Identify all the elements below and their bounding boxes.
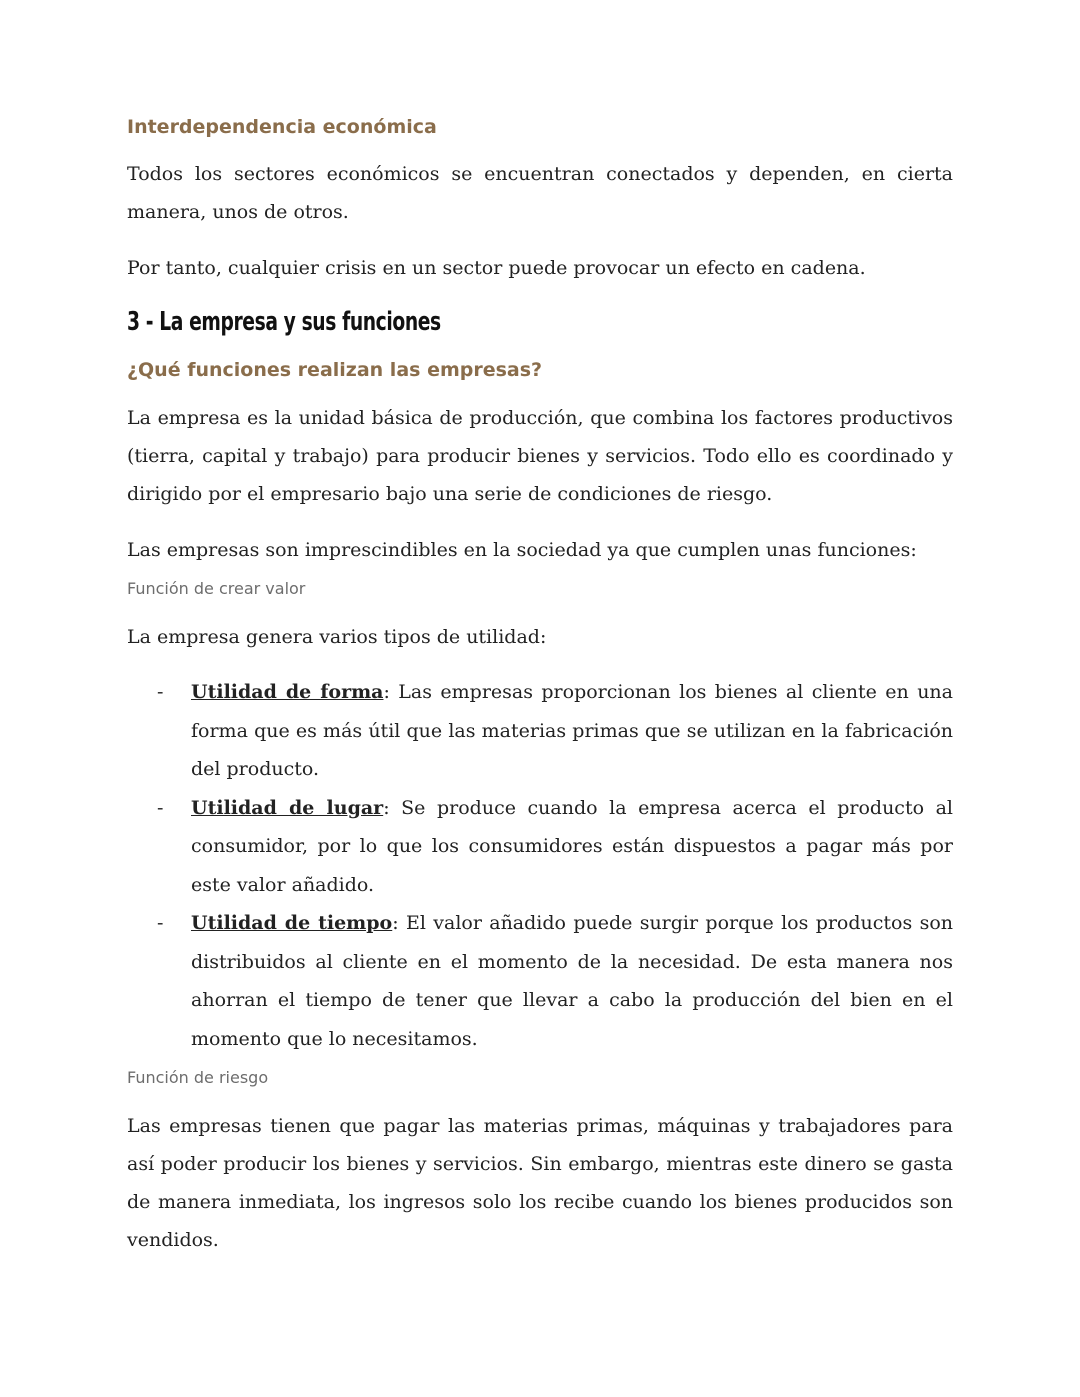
dash-bullet: - (157, 912, 164, 934)
paragraph-utilidad-intro: La empresa genera varios tipos de utilidad: (127, 626, 547, 648)
subheading-riesgo: Función de riesgo (127, 1068, 269, 1087)
paragraph-riesgo: Las empresas tienen que pagar las materias primas, máquinas y trabajadores para así poder producir los bienes y servicios. Sin embargo, mientras este dinero se gasta de manera inmediata, los ingresos solo los recibe cuando los bienes producidos son vendidos. (127, 1115, 953, 1251)
dash-bullet: - (157, 681, 164, 703)
paragraph-interdependencia-2: Por tanto, cualquier crisis en un sector puede provocar un efecto en cadena. (127, 257, 866, 279)
dash-bullet: - (157, 796, 164, 819)
list-item (127, 673, 953, 789)
paragraph-interdependencia-1: Todos los sectores económicos se encuentran conectados y dependen, en cierta manera, unos de otros. (127, 163, 953, 223)
paragraph-funciones-intro: Las empresas son imprescindibles en la sociedad ya que cumplen unas funciones: (127, 539, 917, 561)
heading-interdependencia: Interdependencia económica (127, 116, 437, 138)
term-utilidad-forma: Utilidad de forma (191, 681, 384, 703)
heading-funciones: ¿Qué funciones realizan las empresas? (127, 359, 543, 381)
term-utilidad-tiempo: Utilidad de tiempo (191, 912, 393, 934)
list-item (127, 904, 953, 1058)
list-item-text: : El valor añadido puede surgir porque los productos son distribuidos al cliente en el momento de la necesidad. De esta manera nos ahorran el tiempo de tener que llevar a cabo la producción del bien en el momento que lo necesitamos. (191, 912, 954, 1050)
term-utilidad-lugar: Utilidad de lugar (191, 796, 384, 819)
list-item-text: : Se produce cuando la empresa acerca el producto al consumidor, por lo que los consumidores están dispuestos a pagar más por este valor añadido. (191, 796, 953, 896)
list-item-text: : Las empresas proporcionan los bienes al cliente en una forma que es más útil que las materias primas que se utilizan en la fabricación del producto. (191, 681, 953, 780)
paragraph-empresa-definicion: La empresa es la unidad básica de producción, que combina los factores productivos (tierra, capital y trabajo) para producir bienes y servicios. Todo ello es coordinado y dirigido por el empresario bajo una serie de condiciones de riesgo. (127, 407, 953, 505)
list-item (127, 789, 953, 905)
document-content (127, 116, 953, 1259)
utilidades-list (127, 673, 953, 1058)
subheading-crear-valor: Función de crear valor (127, 579, 306, 598)
section-title: 3 - La empresa y sus funciones (127, 307, 441, 337)
